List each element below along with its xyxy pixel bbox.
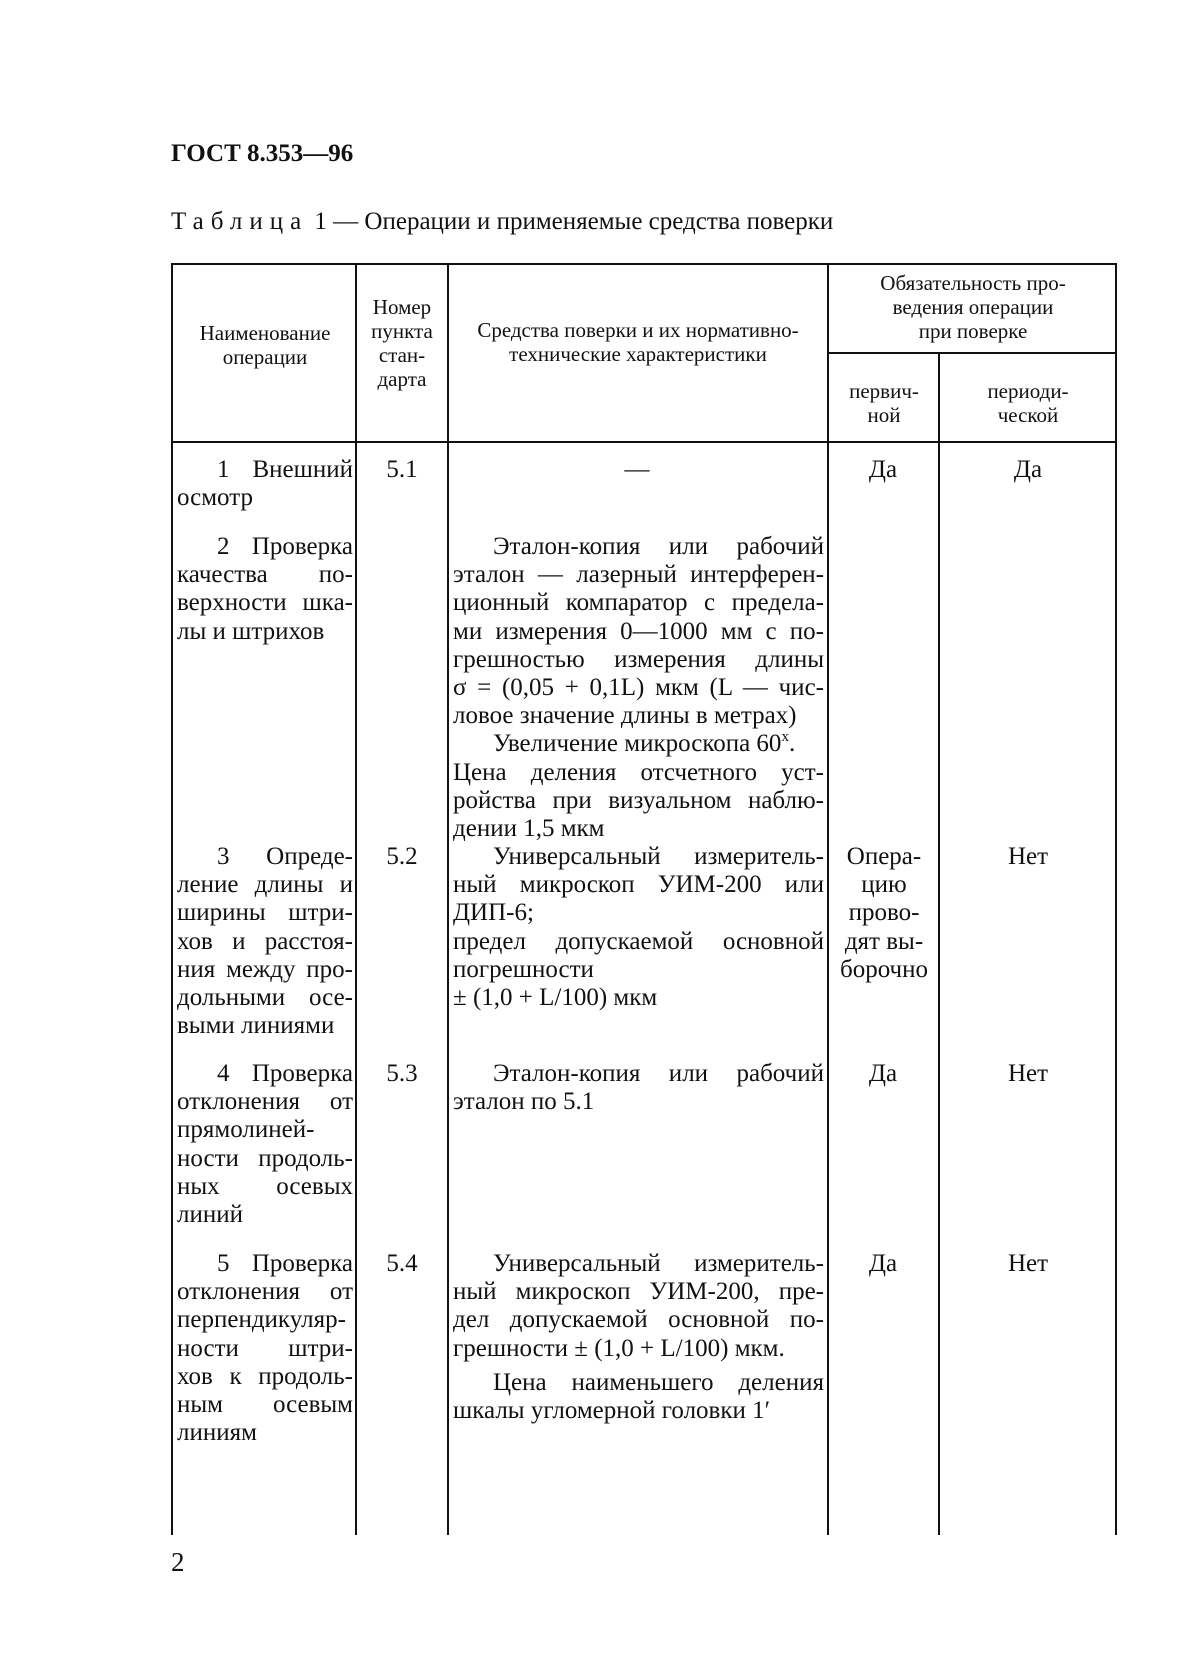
row4-periodic: Нет (1007, 1060, 1049, 1087)
row2-operation-name: 2 Проверка качества по- верхности шка- лы и штрихов (177, 533, 353, 645)
magnification-superscript: x (781, 729, 789, 746)
page-number: 2 (171, 1547, 185, 1577)
document-code: ГОСТ 8.353—96 (171, 140, 354, 167)
header-clause-number: Номер пункта стан- дарта (371, 295, 433, 391)
row5-periodic: Нет (1007, 1250, 1049, 1277)
row3-operation-name: 3 Опреде- ление длины и ширины штри- хов и расстоя- ния между про- дольными осе- выми линиями (177, 843, 353, 1040)
header-mandatory: Обязательность про- ведения операции при поверке (880, 271, 1066, 343)
row5-operation-name: 5 Проверка отклонения от перпендикуляр- ности штри- хов к продоль- ным осевым линиям (177, 1250, 353, 1447)
row1-clause: 5.1 (386, 456, 418, 483)
row1-operation-name: 1 Внешний осмотр (177, 456, 353, 512)
row1-means: — (624, 456, 650, 483)
caption-title: — Операции и применяемые средства поверки (333, 208, 834, 235)
row4-clause: 5.3 (386, 1060, 418, 1087)
row1-periodic: Да (1013, 456, 1043, 483)
row3-periodic: Нет (1007, 843, 1049, 870)
header-verification-means: Средства поверки и их нормативно- технические характеристики (477, 318, 799, 366)
row5-primary: Да (868, 1250, 898, 1277)
row3-primary: Опера- цию прово- дят вы- борочно (839, 843, 929, 983)
caption-number: 1 (314, 208, 327, 235)
row4-primary: Да (868, 1060, 898, 1087)
row1-primary: Да (868, 456, 898, 483)
row3-means: Универсальный измеритель- ный микроскоп УИМ-200 или ДИП-6; предел допускаемой основной погрешности ± (1,0 + L/100) мкм (453, 843, 824, 1012)
header-primary: первич- ной (849, 379, 919, 427)
row4-means: Эталон-копия или рабочий эталон по 5.1 (453, 1060, 824, 1116)
row5-clause: 5.4 (386, 1250, 418, 1277)
row3-clause: 5.2 (386, 843, 418, 870)
row4-operation-name: 4 Проверка отклонения от прямолиней- ности продоль- ных осевых линий (177, 1060, 353, 1229)
header-operation-name: Наименование операции (199, 321, 331, 369)
header-periodic: периоди- ческой (987, 379, 1069, 427)
row5-means: Универсальный измеритель- ный микроскоп УИМ-200, пре- дел допускаемой основной по- грешности ± (1,0 + L/100) мкм. Цена наименьшего деления шкалы угломерной головки 1′ (453, 1250, 824, 1425)
row2-means: Эталон-копия или рабочий эталон — лазерный интерферен- ционный компаратор с предела- ми измерения 0—1000 мм с по- грешностью измерения длины σ = (0,05 + 0,1L) мкм (L — чис- ловое значение длины в метрах) Увеличение микроскопа 60$^x$. Цена деления отсчетного уст- ройства при визуальном наблю- дении 1,5 мкм (453, 533, 824, 843)
caption-label: Таблица (171, 208, 309, 235)
operations-table (171, 263, 1117, 1535)
table-caption (171, 208, 833, 236)
